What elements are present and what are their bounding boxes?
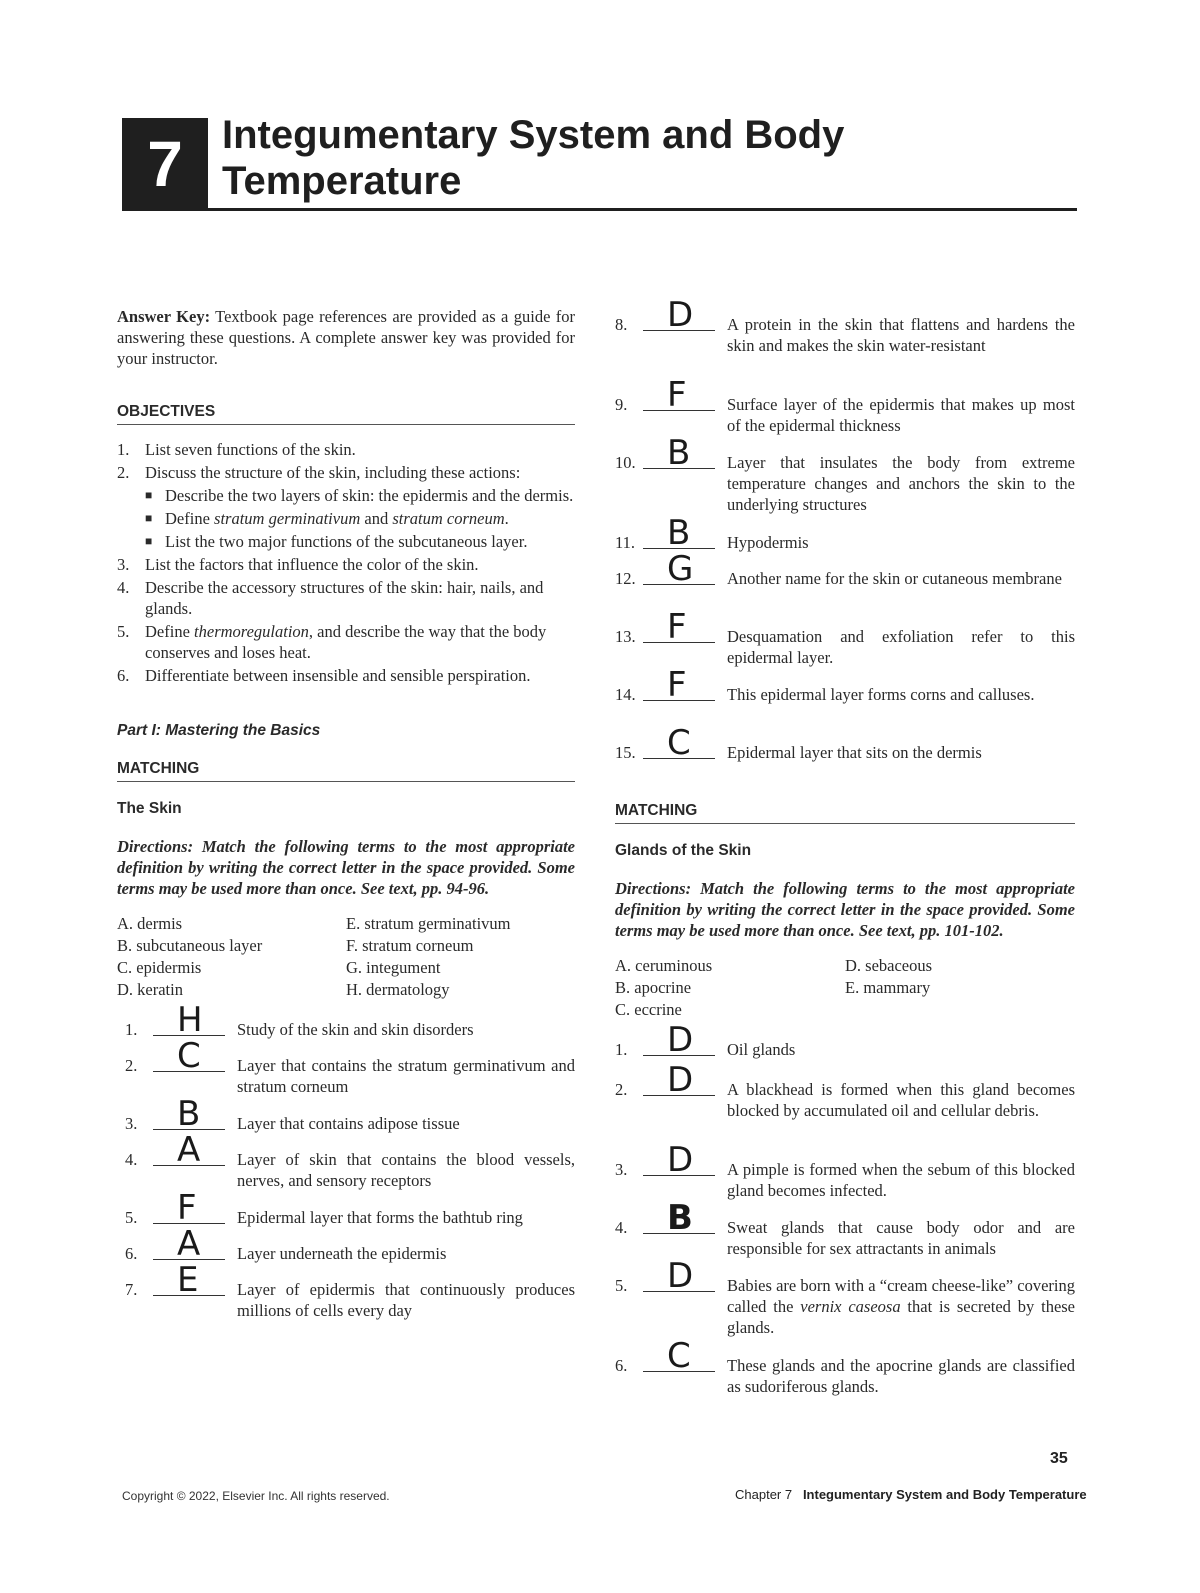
handwritten-answer: D: [667, 1020, 694, 1060]
term: B. apocrine: [615, 978, 692, 997]
question-row: 8. D A protein in the skin that flattens and hardens the skin and makes the skin water-resistant: [615, 295, 1075, 355]
answer-blank[interactable]: [153, 1130, 225, 1170]
handwritten-answer: A: [177, 1130, 201, 1170]
answer-blank[interactable]: [643, 1020, 715, 1060]
footer-copyright: Copyright © 2022, Elsevier Inc. All rights reserved.: [122, 1489, 390, 1503]
answer-blank[interactable]: [643, 295, 715, 335]
bullet-square-icon: ■: [145, 534, 153, 548]
question-row: 1. H Study of the skin and skin disorders: [125, 1000, 474, 1040]
handwritten-answer: A: [177, 1224, 201, 1264]
answer-blank[interactable]: [643, 513, 715, 553]
answer-blank[interactable]: [643, 665, 715, 705]
question-row: 2. D A blackhead is formed when this gland becomes blocked by accumulated oil and cellular debris.: [615, 1060, 1075, 1120]
objectives-heading: OBJECTIVES: [117, 403, 575, 425]
left-column: [117, 300, 575, 1323]
handwritten-answer: F: [667, 607, 687, 647]
answer-key-text: Textbook page references are provided as a guide for answering these questions. A complete answer key was provided for your instructor.: [117, 307, 576, 368]
question-row: 4. B Sweat glands that cause body odor and are responsible for sex attractants in animals: [615, 1198, 1075, 1258]
question-row: 5. D Babies are born with a “cream cheese-like” covering called the vernix caseosa that is secreted by these glands.: [615, 1256, 1076, 1337]
question-row: 11. B Hypodermis: [615, 513, 809, 553]
handwritten-answer: C: [177, 1036, 201, 1076]
chapter-title-line2: Temperature: [222, 159, 462, 203]
objective-item: 1. List seven functions of the skin.: [117, 440, 356, 459]
right-column: [615, 295, 1076, 1399]
handwritten-answer: B: [667, 1198, 693, 1238]
chapter-number: 7: [147, 128, 183, 200]
question-row: 4. A Layer of skin that contains the blood vessels, nerves, and sensory receptors: [125, 1130, 575, 1190]
objective-item: 4. Describe the accessory structures of the skin: hair, nails, and glands.: [117, 578, 544, 618]
answer-blank[interactable]: [643, 549, 715, 589]
part1-heading: Part I: Mastering the Basics: [117, 722, 321, 739]
question-row: 6. C These glands and the apocrine glands are classified as sudoriferous glands.: [615, 1336, 1075, 1396]
handwritten-answer: B: [667, 433, 691, 473]
term: [845, 999, 1075, 1021]
handwritten-answer: F: [667, 375, 687, 415]
bullet-square-icon: ■: [145, 511, 153, 525]
term: D. sebaceous: [845, 956, 933, 975]
page-number: 35: [1050, 1450, 1068, 1467]
answer-blank[interactable]: [153, 1094, 225, 1134]
footer-chapter-title: Integumentary System and Body Temperature: [802, 1487, 1087, 1502]
handwritten-answer: D: [667, 1256, 694, 1296]
handwritten-answer: E: [177, 1260, 199, 1300]
question-row: 9. F Surface layer of the epidermis that makes up most of the epidermal thickness: [615, 375, 1075, 435]
answer-blank[interactable]: [643, 375, 715, 415]
chapter-number-box: [122, 118, 208, 210]
question-row: 15. C Epidermal layer that sits on the dermis: [615, 723, 982, 763]
answer-blank[interactable]: [643, 723, 715, 763]
answer-blank[interactable]: [643, 1060, 715, 1100]
handwritten-answer: C: [667, 1336, 691, 1376]
handwritten-answer: B: [177, 1094, 201, 1134]
answer-blank[interactable]: [643, 1198, 715, 1238]
handwritten-answer: B: [667, 513, 691, 553]
answer-key-label: Answer Key:: [117, 307, 211, 326]
matching-heading: MATCHING: [117, 760, 575, 782]
answer-blank[interactable]: [153, 1260, 225, 1300]
answer-blank[interactable]: [643, 1336, 715, 1376]
handwritten-answer: F: [667, 665, 687, 705]
gland-questions: [615, 1020, 1076, 1399]
question-row: 3. B Layer that contains adipose tissue: [125, 1094, 460, 1134]
answer-blank[interactable]: [153, 1224, 225, 1264]
answer-blank[interactable]: [643, 1256, 715, 1296]
answer-blank[interactable]: [643, 1140, 715, 1180]
objectives-list: [117, 439, 575, 686]
answer-blank[interactable]: [643, 433, 715, 473]
skin-terms: [117, 913, 575, 1001]
objective-item: 5. Define thermoregulation, and describe the way that the body conserves and loses heat.: [117, 622, 547, 662]
handwritten-answer: D: [667, 1140, 694, 1180]
objective-bullet: ■ List the two major functions of the subcutaneous layer.: [145, 532, 528, 551]
chapter-title: [222, 112, 982, 204]
objective-item: 6. Differentiate between insensible and sensible perspiration.: [117, 666, 531, 685]
term: H. dermatology: [346, 980, 450, 999]
question-row: 10. B Layer that insulates the body from extreme temperature changes and anchors the skin to the underlying structures: [615, 433, 1075, 514]
handwritten-answer: F: [177, 1188, 197, 1228]
answer-blank[interactable]: [153, 1188, 225, 1228]
footer-chapter: [735, 1487, 1087, 1502]
term: C. epidermis: [117, 958, 202, 977]
handwritten-answer: H: [177, 1000, 203, 1040]
term: F. stratum corneum: [346, 936, 474, 955]
question-row: 5. F Epidermal layer that forms the bathtub ring: [125, 1188, 523, 1228]
objective-bullet: ■ Describe the two layers of skin: the epidermis and the dermis.: [145, 486, 574, 505]
answer-key: [117, 306, 575, 369]
term: A. dermis: [117, 914, 183, 933]
glands-directions: Directions: Match the following terms to the most appropriate definition by writing the correct letter in the space provided. Some terms may be used more than once. See text, pp. 101-102.: [615, 879, 1075, 940]
objective-item: 2. Discuss the structure of the skin, including these actions:: [117, 463, 521, 482]
bullet-square-icon: ■: [145, 488, 153, 502]
question-row: 12. G Another name for the skin or cutaneous membrane: [615, 549, 1062, 589]
gland-terms: [615, 955, 1075, 1021]
the-skin-heading: The Skin: [117, 800, 182, 817]
term: E. stratum germinativum: [346, 914, 511, 933]
question-row: 3. D A pimple is formed when the sebum of this blocked gland becomes infected.: [615, 1140, 1075, 1200]
answer-blank[interactable]: [643, 607, 715, 647]
footer-chapter-label: Chapter 7: [735, 1487, 793, 1502]
term: E. mammary: [845, 978, 931, 997]
objective-item: 3. List the factors that influence the color of the skin.: [117, 555, 479, 574]
handwritten-answer: C: [667, 723, 691, 763]
handwritten-answer: D: [667, 295, 694, 335]
answer-blank[interactable]: [153, 1000, 225, 1040]
glands-matching-heading: MATCHING: [615, 802, 1075, 824]
question-row: 7. E Layer of epidermis that continuously produces millions of cells every day: [125, 1260, 575, 1320]
skin-directions: Directions: Match the following terms to the most appropriate definition by writing the correct letter in the space provided. Some terms may be used more than once. See text, pp. 94-96.: [117, 837, 575, 898]
header-rule: [122, 208, 1077, 211]
term: C. eccrine: [615, 1000, 682, 1019]
skin-questions-continued: [615, 295, 1075, 768]
question-row: 1. D Oil glands: [615, 1020, 796, 1060]
term: A. ceruminous: [615, 956, 713, 975]
answer-blank[interactable]: [153, 1036, 225, 1076]
handwritten-answer: D: [667, 1060, 694, 1100]
chapter-title-line1: Integumentary System and Body: [222, 113, 845, 157]
question-row: 14. F This epidermal layer forms corns and calluses.: [615, 665, 1035, 705]
skin-questions: [117, 1000, 575, 1323]
handwritten-answer: G: [667, 549, 694, 589]
term: B. subcutaneous layer: [117, 936, 263, 955]
question-row: 13. F Desquamation and exfoliation refer to this epidermal layer.: [615, 607, 1075, 667]
objective-bullet: ■ Define stratum germinativum and stratum corneum.: [145, 509, 509, 528]
question-row: 6. A Layer underneath the epidermis: [125, 1224, 447, 1264]
term: G. integument: [346, 958, 441, 977]
question-row: 2. C Layer that contains the stratum germinativum and stratum corneum: [125, 1036, 575, 1096]
term: D. keratin: [117, 980, 183, 999]
glands-heading: Glands of the Skin: [615, 842, 752, 859]
